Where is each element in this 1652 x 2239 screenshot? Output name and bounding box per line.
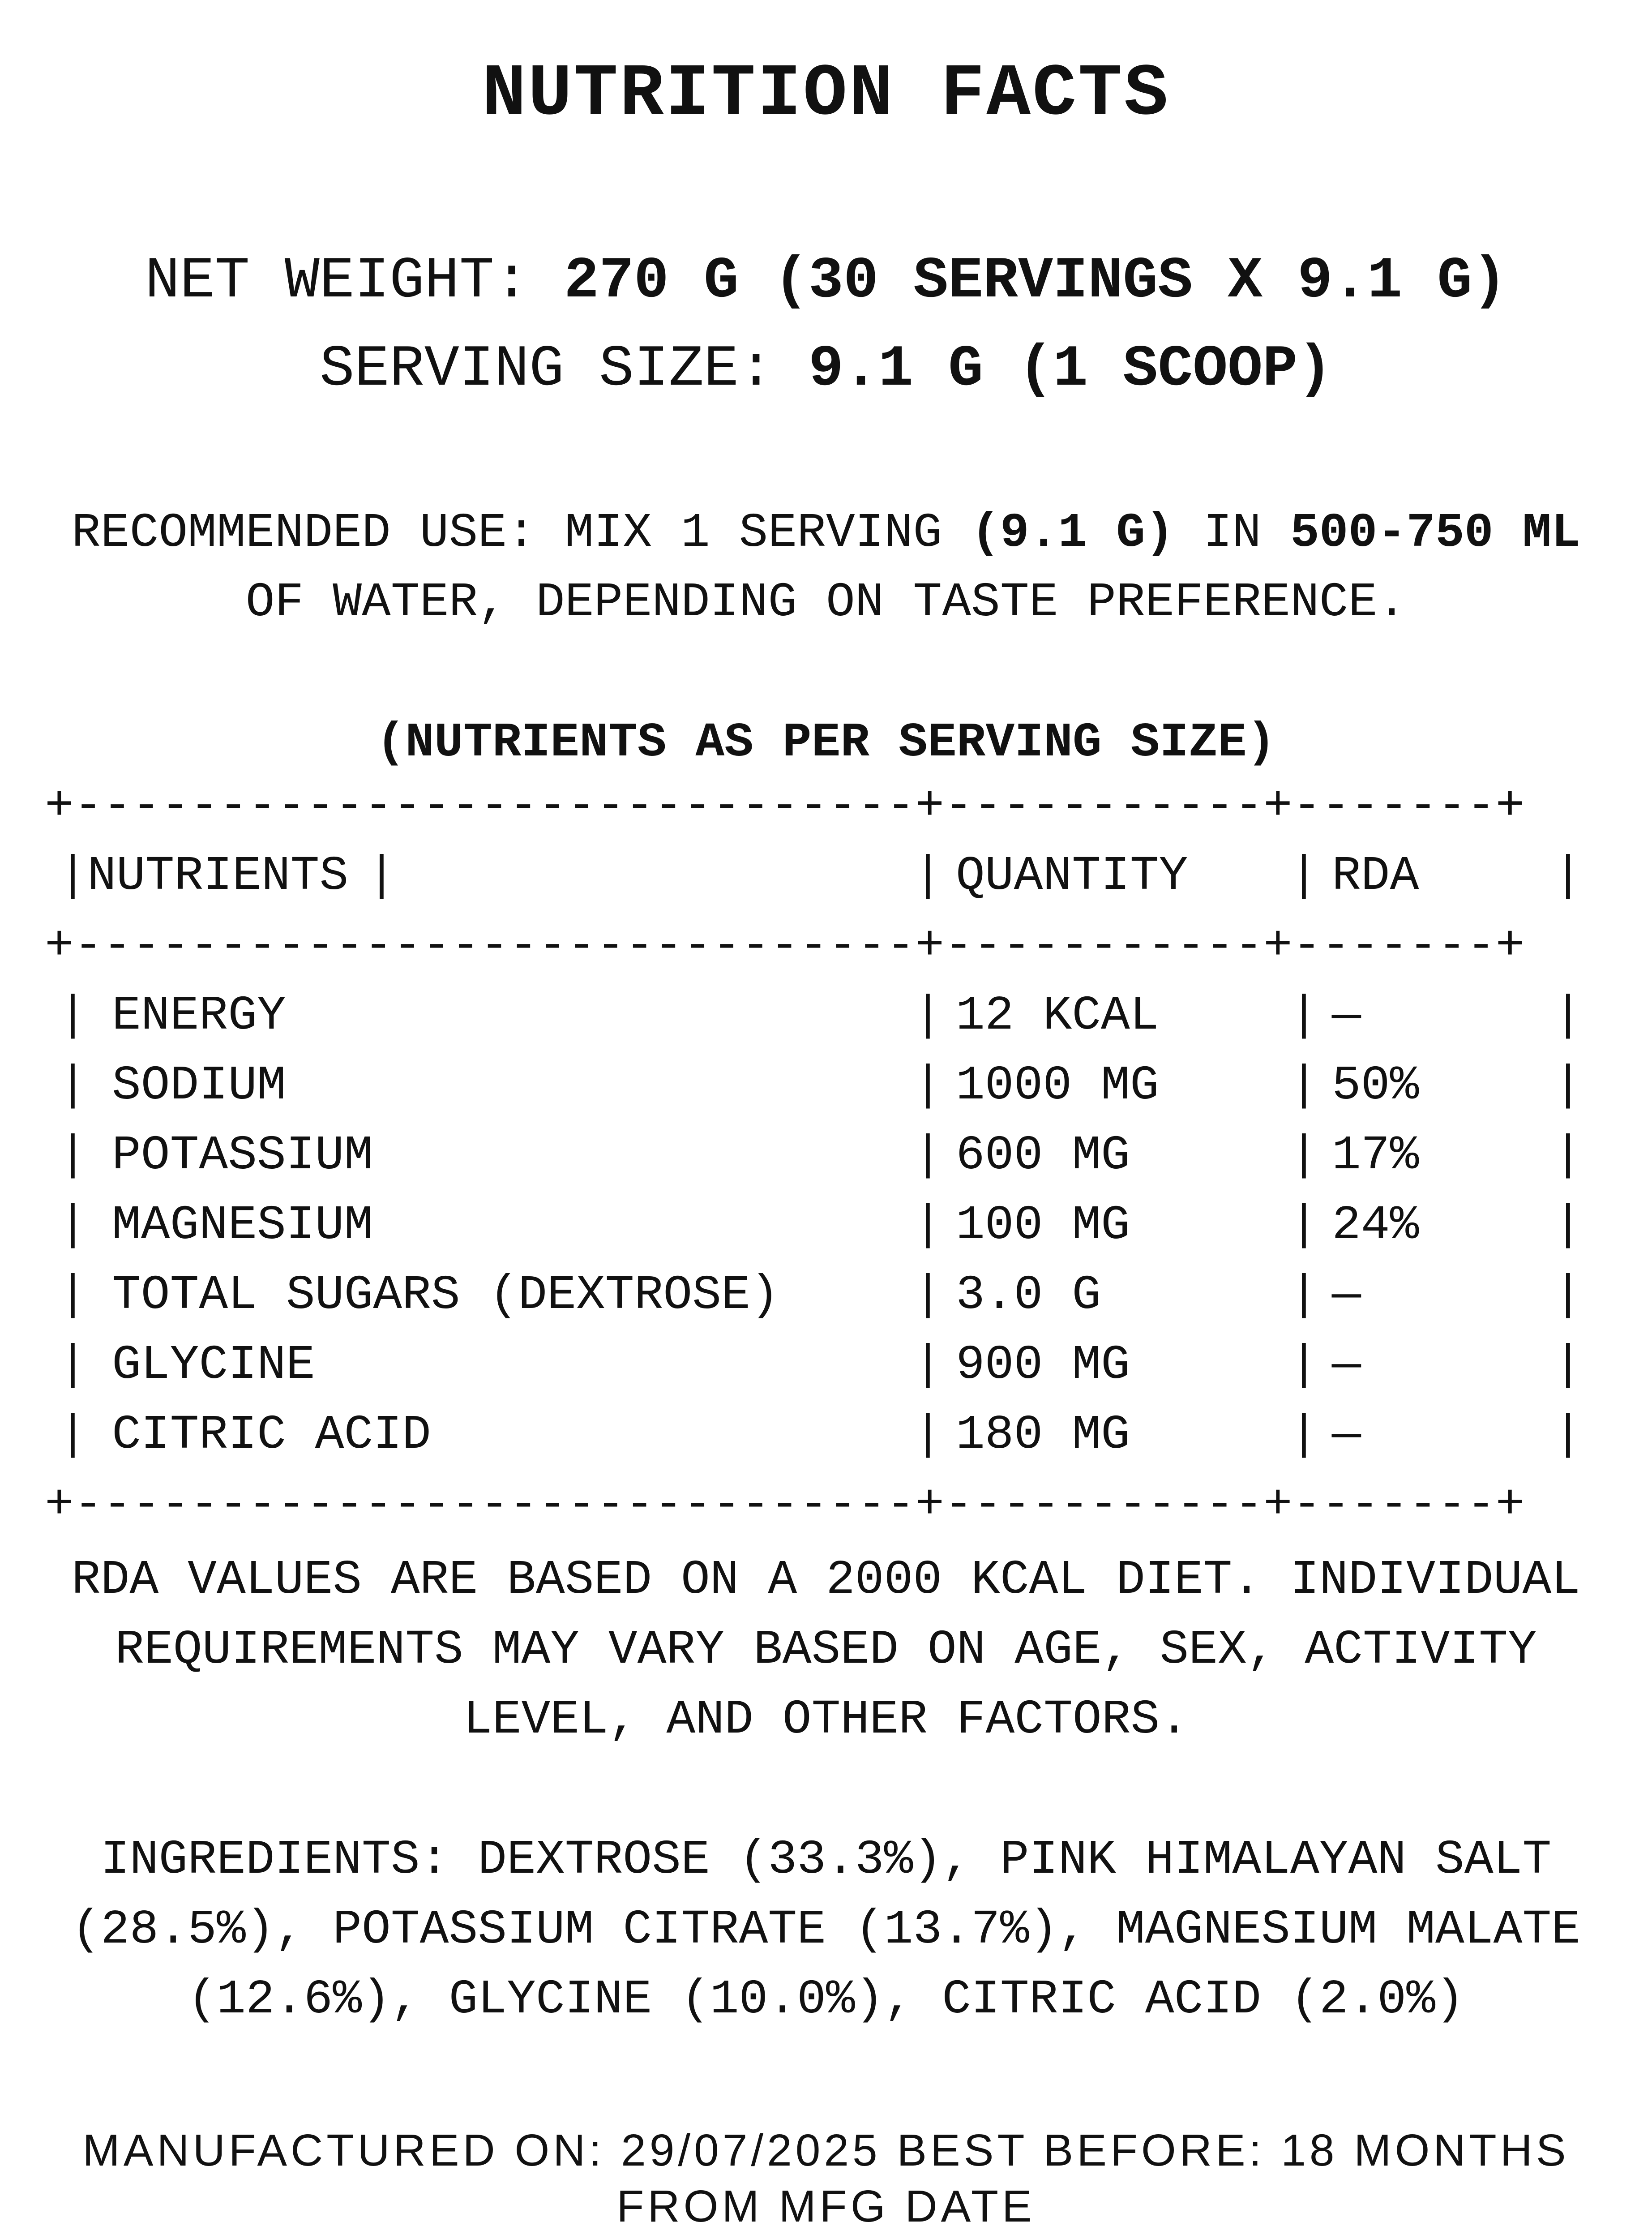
nutrient-name: SODIUM: [112, 1059, 286, 1113]
nutrient-rda: 17%: [1332, 1128, 1419, 1183]
table-border: +-----------------------------+-----------+-------+: [45, 919, 1525, 974]
nutrient-quantity: 12 KCAL: [956, 989, 1159, 1043]
nutrient-name: CITRIC ACID: [112, 1408, 431, 1463]
column-divider: |: [913, 1059, 942, 1113]
nutrient-quantity: 180 MG: [956, 1408, 1130, 1463]
table-caption: (NUTRIENTS AS PER SERVING SIZE): [376, 716, 1276, 770]
nutrient-name: GLYCINE: [112, 1338, 315, 1393]
net-weight-label: NET WEIGHT:: [145, 249, 564, 314]
table-border: +-----------------------------+-----------+-------+: [45, 779, 1525, 834]
header-rda: RDA: [1332, 849, 1419, 904]
table-row: [45, 1128, 1612, 1198]
rda-note-line-3: LEVEL, AND OTHER FACTORS.: [463, 1693, 1189, 1747]
serving-size-label: SERVING SIZE:: [319, 337, 809, 403]
ingredients-line-2: (28.5%), POTASSIUM CITRATE (13.7%), MAGNESIUM MALATE: [71, 1903, 1581, 1957]
column-divider: |: [58, 1059, 87, 1113]
recommended-use-amount: (9.1 G): [971, 506, 1174, 561]
table-row: [45, 989, 1612, 1059]
column-divider: |: [58, 1408, 87, 1463]
nutrient-rda: —: [1332, 1268, 1361, 1323]
page-title: NUTRITION FACTS: [482, 53, 1170, 136]
column-divider: |: [1554, 849, 1583, 904]
table-header-row: [45, 849, 1612, 919]
manufacture-line-2: FROM MFG DATE: [616, 2181, 1036, 2231]
column-divider: |: [58, 1128, 87, 1183]
column-divider: |: [58, 1338, 87, 1393]
column-divider: |: [1554, 1408, 1583, 1463]
column-divider: |: [1554, 1128, 1583, 1183]
column-divider: |: [1289, 1059, 1318, 1113]
recommended-use-line-2: OF WATER, DEPENDING ON TASTE PREFERENCE.: [245, 575, 1407, 630]
nutrient-quantity: 1000 MG: [956, 1059, 1159, 1113]
nutrient-quantity: 3.0 G: [956, 1268, 1101, 1323]
column-divider: |: [1289, 1338, 1318, 1393]
table-body: [45, 989, 1612, 1478]
column-divider: |: [1289, 849, 1318, 904]
column-divider: |: [58, 1198, 87, 1253]
column-divider: |: [1554, 1198, 1583, 1253]
net-weight-line: [0, 249, 1652, 314]
column-divider: |: [58, 1268, 87, 1323]
nutrition-table: [45, 779, 1612, 1548]
table-row: [45, 1408, 1612, 1478]
table-row: [45, 1198, 1612, 1268]
nutrient-quantity: 600 MG: [956, 1128, 1130, 1183]
nutrient-name: MAGNESIUM: [112, 1198, 373, 1253]
recommended-use-line-1: [0, 506, 1652, 561]
nutrient-rda: 24%: [1332, 1198, 1419, 1253]
column-divider: |: [1554, 1338, 1583, 1393]
column-divider: |: [913, 1128, 942, 1183]
rda-note-line-1: RDA VALUES ARE BASED ON A 2000 KCAL DIET. INDIVIDUAL: [71, 1553, 1581, 1608]
column-divider: |: [913, 849, 942, 904]
header-nutrients: NUTRIENTS: [87, 849, 349, 904]
nutrient-name: TOTAL SUGARS (DEXTROSE): [112, 1268, 779, 1323]
header-quantity: QUANTITY: [956, 849, 1188, 904]
recommended-use-volume: 500-750 ML: [1290, 506, 1581, 561]
table-row: [45, 1338, 1612, 1408]
table-row: [45, 1268, 1612, 1338]
column-divider: |: [913, 989, 942, 1043]
column-divider: |: [1289, 1408, 1318, 1463]
nutrient-name: POTASSIUM: [112, 1128, 373, 1183]
table-border-top: [45, 779, 1612, 849]
net-weight-value: 270 G (30 SERVINGS X 9.1 G): [564, 249, 1507, 314]
column-divider: |: [1289, 1268, 1318, 1323]
nutrient-quantity: 900 MG: [956, 1338, 1130, 1393]
nutrient-rda: —: [1332, 1408, 1361, 1463]
nutrient-rda: —: [1332, 1338, 1361, 1393]
manufacture-line-1: MANUFACTURED ON: 29/07/2025 BEST BEFORE: 18 MONTHS: [82, 2125, 1570, 2175]
column-divider: |: [1554, 1059, 1583, 1113]
column-divider: |: [913, 1408, 942, 1463]
column-divider: |: [913, 1198, 942, 1253]
ingredients-line-3: (12.6%), GLYCINE (10.0%), CITRIC ACID (2.0%): [188, 1973, 1464, 2027]
table-border-bottom: [45, 1478, 1612, 1548]
recommended-use-in: IN: [1174, 506, 1290, 561]
nutrient-quantity: 100 MG: [956, 1198, 1130, 1253]
serving-size-value: 9.1 G (1 SCOOP): [808, 337, 1333, 403]
column-divider: |: [1554, 1268, 1583, 1323]
nutrient-name: ENERGY: [112, 989, 286, 1043]
column-divider: |: [1554, 989, 1583, 1043]
column-divider: |: [1289, 1198, 1318, 1253]
rda-note-line-2: REQUIREMENTS MAY VARY BASED ON AGE, SEX, ACTIVITY: [115, 1623, 1537, 1677]
column-divider: |: [367, 849, 396, 904]
nutrient-rda: 50%: [1332, 1059, 1419, 1113]
column-divider: |: [1289, 989, 1318, 1043]
serving-size-line: [0, 337, 1652, 403]
recommended-use-text: RECOMMENDED USE: MIX 1 SERVING: [71, 506, 972, 561]
column-divider: |: [58, 849, 87, 904]
table-border-mid: [45, 919, 1612, 989]
column-divider: |: [1289, 1128, 1318, 1183]
column-divider: |: [913, 1338, 942, 1393]
column-divider: |: [913, 1268, 942, 1323]
ingredients-line-1: INGREDIENTS: DEXTROSE (33.3%), PINK HIMALAYAN SALT: [100, 1833, 1552, 1887]
column-divider: |: [58, 989, 87, 1043]
nutrient-rda: —: [1332, 989, 1361, 1043]
table-row: [45, 1059, 1612, 1128]
table-border: +-----------------------------+-----------+-------+: [45, 1478, 1525, 1532]
